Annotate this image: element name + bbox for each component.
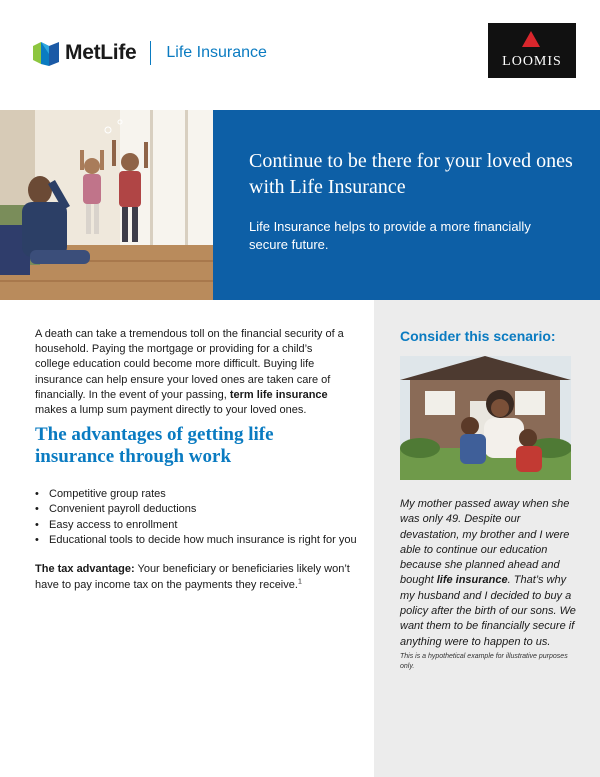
- intro-text: A death can take a tremendous toll on the financial security of a household. Paying the mortgage or providing for a child’s college education could become more difficult. Buying life insurance can help ensure your loved ones are taken care of financially. In the event of your passing,: [35, 328, 344, 401]
- loomis-triangle-icon: [522, 31, 540, 47]
- quote-bold-term: life insurance: [436, 574, 508, 587]
- list-item: • Educational tools to decide how much insurance is right for you: [35, 533, 365, 548]
- intro-text-end: makes a lump sum payment directly to your loved ones.: [35, 404, 307, 417]
- scenario-disclaimer: This is a hypothetical example for illustrative purposes only.: [400, 653, 568, 670]
- metlife-logo: [33, 40, 267, 66]
- scenario-sidebar: [374, 300, 600, 777]
- loomis-logo-text: LOOMIS: [502, 54, 562, 69]
- quote-text: My mother passed away when she was only 49. Despite our devastation, my brother and I were able to continue our education because she planned ahead and bought: [400, 498, 570, 587]
- intro-paragraph: [35, 327, 345, 418]
- metlife-mark-icon: [33, 40, 59, 66]
- scenario-heading: Consider this scenario:: [400, 328, 556, 344]
- scenario-quote: [400, 497, 580, 650]
- quote-text-end: . That’s why my husband and I decided to buy a policy after the birth of our sons. We want them to be financially secure if anything were to happen to us.: [400, 574, 576, 648]
- advantages-heading: The advantages of getting life insurance through work: [35, 424, 274, 467]
- metlife-wordmark: MetLife: [65, 41, 137, 64]
- hero-banner: [213, 110, 600, 300]
- list-item: • Competitive group rates: [35, 487, 365, 502]
- tax-advantage-label: The tax advantage:: [35, 563, 135, 575]
- hero-title: Continue to be there for your loved ones with Life Insurance: [249, 150, 573, 198]
- scenario-family-photo: [400, 356, 571, 480]
- tax-advantage-paragraph: [35, 562, 355, 593]
- advantages-list: [35, 487, 365, 549]
- product-name: Life Insurance: [166, 44, 267, 61]
- page-header: [0, 0, 600, 108]
- header-divider: [150, 41, 151, 65]
- hero-subtitle: Life Insurance helps to provide a more financially secure future.: [249, 219, 531, 252]
- list-item: • Easy access to enrollment: [35, 518, 365, 533]
- tax-advantage-text: Your beneficiary or beneficiaries likely won’t have to pay income tax on the payments they receive.: [35, 563, 350, 591]
- list-item: • Convenient payroll deductions: [35, 502, 365, 517]
- intro-bold-term: term life insurance: [229, 388, 328, 401]
- footnote-marker: 1: [297, 577, 302, 585]
- hero-family-photo: [0, 110, 213, 300]
- loomis-logo: [488, 23, 576, 78]
